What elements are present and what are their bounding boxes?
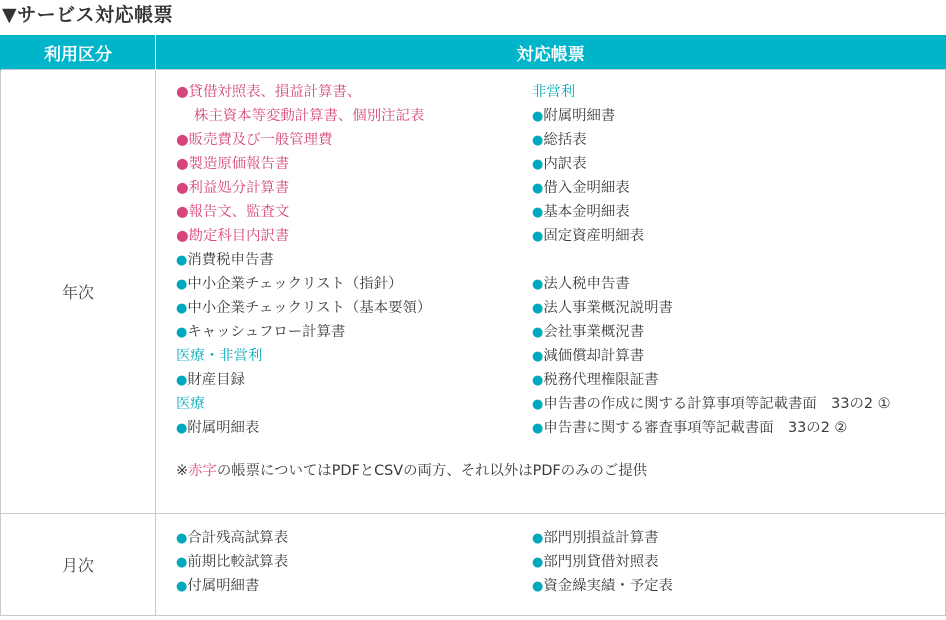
bullet-dot-icon: ● (532, 555, 544, 570)
list-item-label: 部門別損益計算書 (543, 530, 659, 546)
list-item (532, 296, 891, 320)
list-item (176, 416, 431, 440)
list-item-label: 申告書に関する審査事項等記載書面 33の2 ② (543, 420, 848, 436)
bullet-dot-icon: ● (532, 133, 544, 148)
list-item-label: 法人事業概況説明書 (543, 300, 673, 316)
list-item-label: キャッシュフロー計算書 (187, 324, 346, 340)
list-item (176, 272, 431, 296)
list-item-label: 法人税申告書 (543, 276, 630, 292)
bullet-dot-icon: ● (176, 301, 188, 316)
bullet-dot-icon: ● (532, 325, 544, 340)
list-item (532, 392, 891, 416)
list-item-label: 資金繰実績・予定表 (543, 578, 673, 594)
list-item-label: 付属明細書 (187, 578, 260, 594)
list-item (532, 152, 891, 176)
bullet-dot-icon: ● (532, 109, 544, 124)
annual-left-list (176, 80, 431, 440)
list-item (176, 320, 431, 344)
list-item-label: 前期比較試算表 (187, 554, 289, 570)
list-item (532, 176, 891, 200)
list-item (532, 200, 891, 224)
bullet-dot-icon: ● (176, 253, 188, 268)
monthly-right-list (532, 526, 673, 598)
list-item (532, 550, 673, 574)
list-item: ●販売費及び一般管理費 (176, 132, 333, 148)
bullet-dot-icon: ● (532, 421, 544, 436)
list-item: 医療・非営利 (176, 348, 263, 364)
list-item-label: 中小企業チェックリスト（指針） (187, 276, 403, 292)
bullet-dot-icon: ● (176, 325, 188, 340)
list-item (176, 526, 288, 550)
list-item-label: 附属明細書 (543, 108, 616, 124)
note-red-text: 赤字 (188, 463, 217, 479)
annual-right-list (532, 80, 891, 440)
list-item (532, 526, 673, 550)
list-item (176, 368, 431, 392)
list-item (176, 296, 431, 320)
bullet-dot-icon: ● (532, 349, 544, 364)
list-item (532, 344, 891, 368)
list-item-label: 減価償却計算書 (543, 348, 645, 364)
bullet-dot-icon: ● (532, 579, 544, 594)
bullet-dot-icon: ● (532, 181, 544, 196)
bullet-dot-icon: ● (176, 421, 188, 436)
list-item: ●貸借対照表、損益計算書、 (176, 84, 362, 100)
list-item-label: 消費税申告書 (187, 252, 274, 268)
list-item: 医療 (176, 396, 205, 412)
bullet-dot-icon: ● (532, 531, 544, 546)
bullet-dot-icon: ● (176, 555, 188, 570)
row-label-annual: 年次 (1, 70, 156, 514)
bullet-dot-icon: ● (176, 277, 188, 292)
list-item (532, 574, 673, 598)
list-item-label: 財産目録 (187, 372, 245, 388)
bullet-dot-icon: ● (176, 579, 188, 594)
list-item (532, 272, 891, 296)
list-item-label: 部門別貸借対照表 (543, 554, 659, 570)
monthly-left-list (176, 526, 288, 598)
format-note: ※赤字の帳票についてはPDFとCSVの両方、それ以外はPDFのみのご提供 (176, 463, 648, 479)
table-row-monthly (1, 514, 946, 616)
list-item (176, 550, 288, 574)
header-supported-forms: 対応帳票 (156, 35, 946, 70)
list-item-label: 附属明細表 (187, 420, 260, 436)
list-item (532, 104, 891, 128)
list-item (176, 248, 431, 272)
page-title: ▼サービス対応帳票 (2, 4, 174, 26)
list-item: ●利益処分計算書 (176, 180, 290, 196)
list-item-label: 合計残高試算表 (187, 530, 289, 546)
list-item: 非営利 (532, 84, 576, 100)
bullet-dot-icon: ● (532, 277, 544, 292)
list-item-label: 総括表 (543, 132, 587, 148)
list-item: ●勘定科目内訳書 (176, 228, 290, 244)
table-row-annual (1, 70, 946, 514)
list-item (532, 224, 891, 248)
list-item: ●報告文、監査文 (176, 204, 290, 220)
list-item-label: 会社事業概況書 (543, 324, 645, 340)
row-label-monthly: 月次 (1, 514, 156, 616)
bullet-dot-icon: ● (176, 531, 188, 546)
annual-forms-cell (156, 70, 946, 514)
monthly-forms-cell (156, 514, 946, 616)
list-item (176, 574, 288, 598)
bullet-dot-icon: ● (532, 397, 544, 412)
list-item-label: 借入金明細表 (543, 180, 630, 196)
list-item-label: 内訳表 (543, 156, 587, 172)
list-item-label: 中小企業チェックリスト（基本要領） (187, 300, 432, 316)
list-item (532, 128, 891, 152)
list-item: 株主資本等変動計算書、個別注記表 (194, 108, 425, 124)
bullet-dot-icon: ● (532, 301, 544, 316)
list-item (532, 368, 891, 392)
list-item: ●製造原価報告書 (176, 156, 290, 172)
bullet-dot-icon: ● (532, 205, 544, 220)
bullet-dot-icon: ● (532, 229, 544, 244)
table-header-row (1, 35, 946, 70)
bullet-dot-icon: ● (176, 373, 188, 388)
header-usage-category: 利用区分 (1, 35, 156, 70)
list-item-label: 申告書の作成に関する計算事項等記載書面 33の2 ① (543, 396, 891, 412)
list-item-label: 税務代理権限証書 (543, 372, 659, 388)
service-table (0, 35, 946, 616)
list-item-label: 固定資産明細表 (543, 228, 645, 244)
list-item (532, 416, 891, 440)
bullet-dot-icon: ● (532, 373, 544, 388)
bullet-dot-icon: ● (532, 157, 544, 172)
list-item-label: 基本金明細表 (543, 204, 630, 220)
list-item (532, 320, 891, 344)
